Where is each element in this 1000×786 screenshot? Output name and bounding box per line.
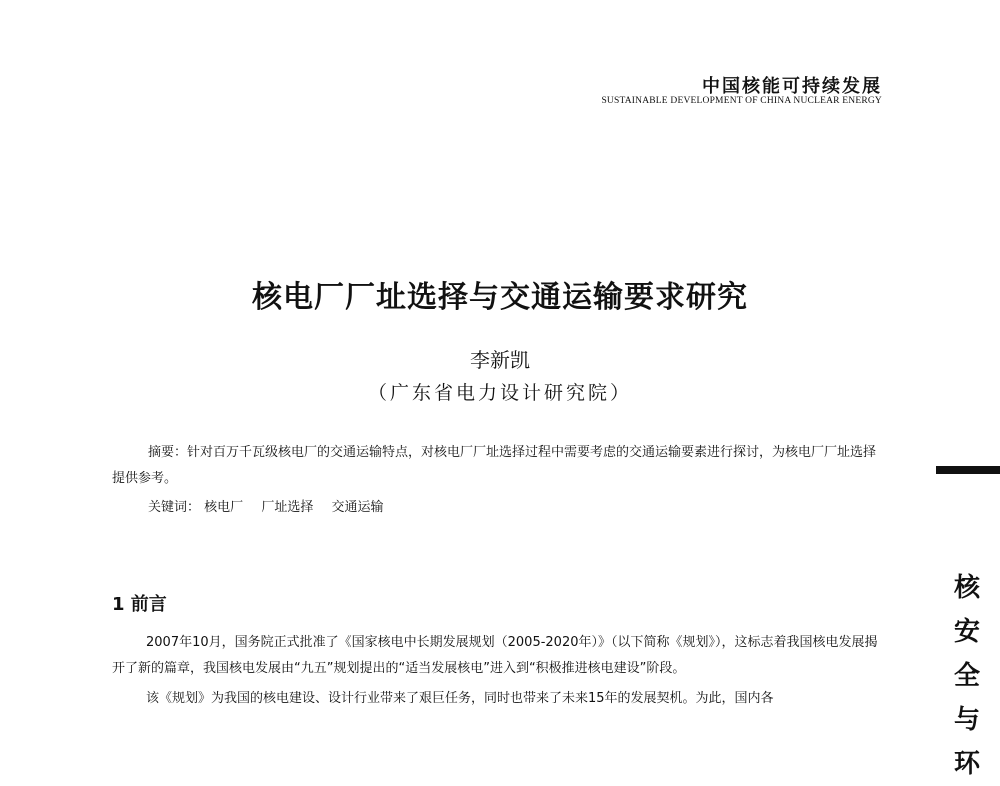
side-label-char: 全 [953, 661, 980, 691]
side-label-char: 环 [953, 749, 980, 779]
keyword: 厂址选择 [261, 500, 314, 515]
keyword: 交通运输 [331, 500, 384, 515]
article-author: 李新凯 [470, 348, 530, 372]
article-title: 核电厂厂址选择与交通运输要求研究 [252, 280, 748, 315]
section-body [112, 630, 882, 716]
side-section-label [952, 566, 982, 786]
section-heading: 1 前言 [112, 594, 167, 615]
keywords [148, 496, 397, 515]
side-label-char: 安 [953, 617, 980, 647]
article-affiliation: （广东省电力设计研究院） [367, 382, 632, 404]
side-label-char: 与 [953, 705, 980, 735]
abstract-text: 摘要：针对百万千瓦级核电厂的交通运输特点，对核电厂厂址选择过程中需要考虑的交通运输要素进行探讨，为核电厂厂址选择提供参考。 [112, 445, 877, 486]
abstract [112, 440, 882, 492]
body-paragraph: 2007年10月，国务院正式批准了《国家核电中长期发展规划（2005-2020年）》（以下简称《规划》），这标志着我国核电发展揭开了新的篇章，我国核电发展由“九五”规划提出的“适当发展核电”进入到“积极推进核电建设”阶段。 [112, 635, 878, 676]
side-label-char: 核 [953, 573, 980, 603]
keywords-label: 关键词： [148, 500, 201, 515]
journal-title-en: SUSTAINABLE DEVELOPMENT OF CHINA NUCLEAR ENERGY [601, 96, 882, 106]
side-tab-bar [936, 466, 1000, 474]
journal-title-cn: 中国核能可持续发展 [702, 76, 882, 97]
body-paragraph: 该《规划》为我国的核电建设、设计行业带来了艰巨任务，同时也带来了未来15年的发展契机。为此，国内各 [146, 691, 774, 706]
keyword: 核电厂 [204, 500, 244, 515]
